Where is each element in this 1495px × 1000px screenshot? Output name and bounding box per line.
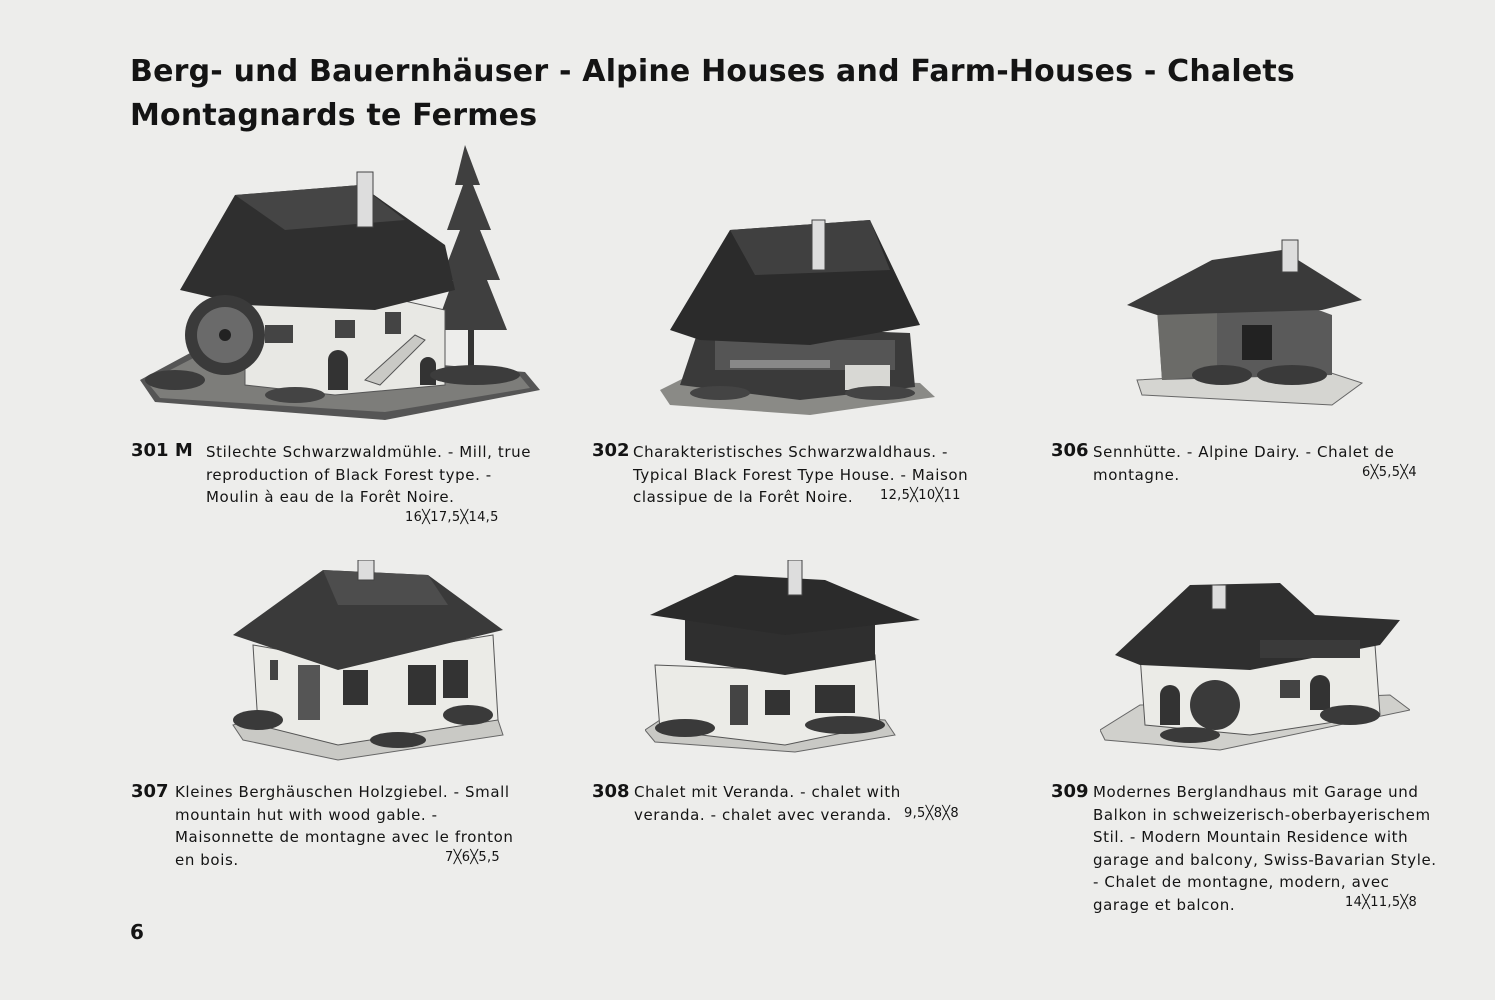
item-number: 306	[1051, 440, 1089, 461]
item-description: Modernes Berglandhaus mit Garage und Balkon in schweizerisch-oberbayerischem Stil. - Modern Mountain Residence with garage and balcony, Swiss-Bavarian Style. - Chalet de montagne, modern, avec garage et balcon.	[1093, 783, 1437, 914]
item-description: Stilechte Schwarzwaldmühle. - Mill, true reproduction of Black Forest type. - Moulin à eau de la Forêt Noire.	[206, 443, 532, 506]
item-number: 307	[131, 781, 169, 802]
item-description: Kleines Berghäuschen Holzgiebel. - Small mountain hut with wood gable. - Maisonnette de montagne avec le fronton en bois.	[175, 783, 514, 869]
item-number: 308	[592, 781, 630, 802]
product-photo-black-forest-house	[660, 215, 940, 420]
product-photo-mill	[135, 140, 545, 425]
item-description: Charakteristisches Schwarzwaldhaus. - Typical Black Forest Type House. - Maison classipue de la Forêt Noire.	[633, 443, 969, 506]
product-photo-chalet-veranda	[645, 560, 925, 755]
item-dimensions: 7╳6╳5,5	[445, 850, 500, 865]
item-dimensions: 16╳17,5╳14,5	[405, 510, 499, 525]
item-number: 302	[592, 440, 630, 461]
product-photo-alpine-dairy	[1122, 235, 1367, 410]
page-number: 6	[130, 920, 144, 944]
product-photo-modern-residence	[1100, 575, 1410, 755]
item-dimensions: 6╳5,5╳4	[1362, 465, 1417, 480]
item-number: 301 M	[131, 440, 193, 461]
item-number: 309	[1051, 781, 1089, 802]
item-dimensions: 12,5╳10╳11	[880, 488, 961, 503]
item-description: Sennhütte. - Alpine Dairy. - Chalet de montagne.	[1093, 443, 1395, 484]
item-description: Chalet mit Veranda. - chalet with veranda. - chalet avec veranda.	[634, 783, 901, 824]
item-dimensions: 9,5╳8╳8	[904, 806, 959, 821]
product-photo-small-mountain-hut	[228, 560, 513, 765]
item-dimensions: 14╳11,5╳8	[1345, 895, 1418, 910]
page-title: Berg- und Bauernhäuser - Alpine Houses and Farm-Houses - Chalets Montagnards te Fermes	[130, 54, 1295, 133]
